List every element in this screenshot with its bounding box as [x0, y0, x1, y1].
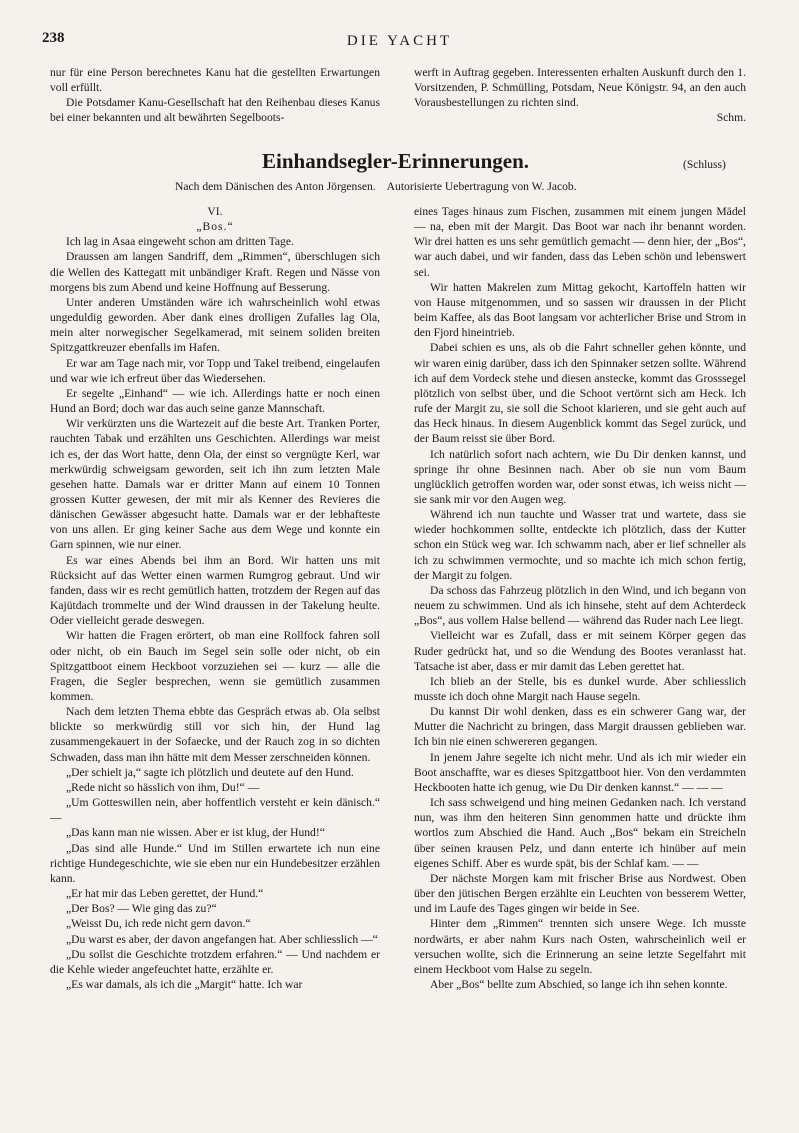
paragraph: Wir verkürzten uns die Wartezeit auf die beste Art. Tranken Porter, rauchten Tabak und erzählten uns Geschichten. Allerdings war meist ich es, der das Wort hatte, denn Ola, der einst so vergnügte Kerl, war merkwürdig schweigsam geworden, seit ich ihn zum letzten Male gesehen hatte. Damals war er dritter Mann auf einem 10 Tonnen grossen Kutter gewesen, der mit mir als Kenner des Revieres die dänischen Gewässer abgesucht hatte. Damals war er der lebhafteste von uns allen. Er ging keiner Sache aus dem Wege und konnte ein Garn spinnen, wie nur einer.: [50, 417, 380, 552]
author-signature: Schm.: [716, 111, 746, 125]
paragraph: Wir hatten Makrelen zum Mittag gekocht, Kartoffeln hatten wir von Hause mitgenommen, und so sassen wir draussen in der Plicht beim Kaffee, als das Boot langsam vor achterlicher Brise und Strom in den Fjord hineintrieb.: [414, 280, 746, 340]
paragraph: Du kannst Dir wohl denken, dass es ein schwerer Gang war, der Mutter die Nachricht zu bringen, dass Margit draussen geblieben war. Ich bin nie einen schwereren gegangen.: [414, 705, 746, 749]
section-number: VI.: [207, 205, 223, 218]
paragraph: Ich sass schweigend und hing meinen Gedanken nach. Ich verstand nun, was ihm den heiteren Sinn genommen hatte und drückte ihm wortlos zum Abschied die Hand. Auch „Bos“ bekam ein Streicheln über seinen krausen Pelz, und dann enterte ich hinüber auf mein eigenes Schiff. Aber es wurde spät, bis der Schlaf kam. — —: [414, 796, 746, 870]
paragraph: „Das kann man nie wissen. Aber er ist klug, der Hund!“: [66, 826, 325, 840]
paragraph: Der nächste Morgen kam mit frischer Brise aus Nordwest. Oben über den jütischen Bergen erzählte ein Leuchten von besserem Wetter, und im Laufe des Tages gingen wir beide in See.: [414, 871, 746, 916]
paragraph: „Du sollst die Geschichte trotzdem erfahren.“ — Und nachdem er die Kehle wieder angefeuchtet hatte, erzählte er.: [50, 947, 380, 976]
continuation-note: (Schluss): [683, 159, 726, 171]
paragraph: Es war eines Abends bei ihm an Bord. Wir hatten uns mit Rücksicht auf das Wetter einen warmen Rumgrog gebraut. Und wir fanden, dass wir es recht gemütlich hatten, trotzdem der Regen auf das Kajütdach trommelte und der Wind draussen in der Takelung heulte. Oder vielleicht gerade deswegen.: [50, 553, 380, 628]
paragraph: „Das sind alle Hunde.“ Und im Stillen erwartete ich nun eine richtige Hundegeschichte, wie sie eben nur ein Hundebesitzer erzählen kann.: [50, 841, 380, 885]
paragraph: werft in Auftrag gegeben. Interessenten erhalten Auskunft durch den 1. Vorsitzenden, P. Schmülling, Potsdam, Neue Königstr. 94, an den auch Vorausbestellungen zu richten sind.: [414, 66, 746, 110]
paragraph: Dabei schien es uns, als ob die Fahrt schneller gehen könnte, und wir waren einig darüber, dass ich den Spinnaker setzen sollte. Während ich auf dem Vordeck stehe und diesen anstecke, kommt das Grosssegel plötzlich von selbst über, und die Schoot vertörnt sich am Heck. Ich rufe der Margit zu, sie soll die Schoot klarieren, und sie geht auch auf das Heck hinaus. In diesem Augenblick kommt das Segel zurück, und der Baum reisst sie über Bord.: [414, 341, 746, 446]
article-column-left: [50, 204, 380, 992]
previous-article-left: [50, 65, 380, 126]
paragraph: „Der schielt ja,“ sagte ich plötzlich und deutete auf den Hund.: [66, 765, 354, 779]
paragraph: Er segelte „Einhand“ — wie ich. Allerdings hatte er noch einen Hund an Bord; doch war das auch seine ganze Mannschaft.: [50, 386, 380, 416]
paragraph: Während ich nun tauchte und Wasser trat und wartete, dass sie wieder hochkommen sollte, entdeckte ich plötzlich, dass der Kutter schon ein Stück weg war. Ich schwamm nach, aber er lief schneller als ich zu schwimmen vermochte, und so machte ich mich schon fertig, der Margit zu folgen.: [414, 508, 746, 582]
section-title: „Bos.“: [196, 220, 234, 234]
paragraph: Wir hatten die Fragen erörtert, ob man eine Rollfock fahren soll oder nicht, ob ein Bauch im Segel sein solle oder nicht, ob ein Spitzgattboot einem Heckboot vorzuziehen sei — kurz — alle die Fragen, die Segler besprechen, wenn sie gemütlich zusammen kommen.: [50, 629, 380, 703]
article-byline: Nach dem Dänischen des Anton Jörgensen. Autorisierte Uebertragung von W. Jacob.: [175, 180, 577, 193]
paragraph: Da schoss das Fahrzeug plötzlich in den Wind, und ich begann von neuem zu schwimmen. Und als ich hinsehe, steht auf dem Achterdeck „Bos“, aus vollem Halse bellend — während das Ruder nach Lee liegt.: [414, 583, 746, 628]
paragraph: Ich lag in Asaa eingeweht schon am dritten Tage.: [66, 235, 294, 249]
paragraph: eines Tages hinaus zum Fischen, zusammen mit einem jungen Mädel — na, eben mit der Margit. Das Boot war nach ihr benannt worden. Wir drei hatten es uns sehr gemütlich gemacht — denn hier, der „Bos“, war auch dabei, und wir fanden, dass das Leben schön und lebenswert sei.: [414, 205, 746, 279]
paragraph: Er war am Tage nach mir, vor Topp und Takel treibend, eingelaufen und war wie ich erfreut über das Wiedersehen.: [50, 356, 380, 385]
article-title: Einhandsegler-Erinnerungen.: [262, 149, 530, 173]
paragraph: Ich blieb an der Stelle, bis es dunkel wurde. Aber schliesslich musste ich doch ohne Margit nach Hause segeln.: [414, 674, 746, 703]
journal-title: DIE YACHT: [346, 33, 453, 49]
paragraph: Ich natürlich sofort nach achtern, wie Du Dir denken kannst, und springe ihr ohne Besinnen nach. Aber ob sie nun vom Baum unglücklich getroffen worden war, oder sonst etwas, ich weiss nicht — sie sank mir vor den Augen weg.: [414, 447, 746, 506]
paragraph: Draussen am langen Sandriff, dem „Rimmen“, überschlugen sich die Wellen des Kattegatt mit unbändiger Kraft. Regen und Nässe von morgens bis zum Abend und keine Hoffnung auf Besserung.: [50, 250, 380, 294]
page-number: 238: [42, 30, 65, 46]
paragraph: „Rede nicht so hässlich von ihm, Du!“ —: [66, 780, 260, 794]
paragraph: Unter anderen Umständen wäre ich wahrscheinlich wohl etwas ungeduldig geworden. Aber dank eines drolligen Zufalles lag Ola, mein alter norwegischer Segelkamerad, mit seinem soliden breiten Spitzgattkreuzer ebenfalls im Hafen.: [50, 295, 380, 355]
paragraph: „Der Bos? — Wie ging das zu?“: [66, 902, 217, 916]
paragraph: Hinter dem „Rimmen“ trennten sich unsere Wege. Ich musste nordwärts, er aber nahm Kurs nach Osten, wahrscheinlich weil er versuchen wollte, sich die Erinnerung an seine letzte Segelfahrt mit einem Heckboot vom Halse zu segeln.: [414, 917, 746, 976]
paragraph: Nach dem letzten Thema ebbte das Gespräch etwas ab. Ola selbst blickte so merkwürdig still vor sich hin, der Hund lag zusammengekauert in der Sofaecke, und der Rauch zog in so dichten Schwaden, dass man ihn hätte mit dem Messer zerschneiden können.: [50, 705, 380, 764]
paragraph: Die Potsdamer Kanu-Gesellschaft hat den Reihenbau dieses Kanus bei einer bekannten und alt bewährten Segelboots-: [50, 96, 380, 125]
previous-article-right: [414, 65, 746, 126]
paragraph: „Er hat mir das Leben gerettet, der Hund.“: [66, 887, 264, 901]
paragraph: In jenem Jahre segelte ich nicht mehr. Und als ich mir wieder ein Boot anschaffte, war es dieses Spitzgattboot hier. Von den verdammten Heckbooten hatte ich genug, wie Du Dir denken kannst.“ — — —: [414, 750, 746, 794]
paragraph: Vielleicht war es Zufall, dass er mit seinem Körper gegen das Ruder gedrückt hat, und so die Wendung des Bootes veranlasst hat. Tatsache ist aber, dass er mir damit das Leben gerettet hat.: [414, 629, 746, 673]
paragraph: Aber „Bos“ bellte zum Abschied, so lange ich ihn sehen konnte.: [430, 977, 728, 991]
paragraph: nur für eine Person berechnetes Kanu hat die gestellten Erwartungen voll erfüllt.: [50, 66, 380, 95]
paragraph: „Um Gotteswillen nein, aber hoffentlich versteht er kein dänisch.“ —: [50, 796, 380, 825]
paragraph: „Weisst Du, ich rede nicht gern davon.“: [66, 917, 251, 931]
paragraph: „Du warst es aber, der davon angefangen hat. Aber schliesslich —“: [66, 932, 378, 946]
article-column-right: [414, 204, 746, 992]
paragraph: „Es war damals, als ich die „Margit“ hatte. Ich war: [66, 977, 303, 991]
